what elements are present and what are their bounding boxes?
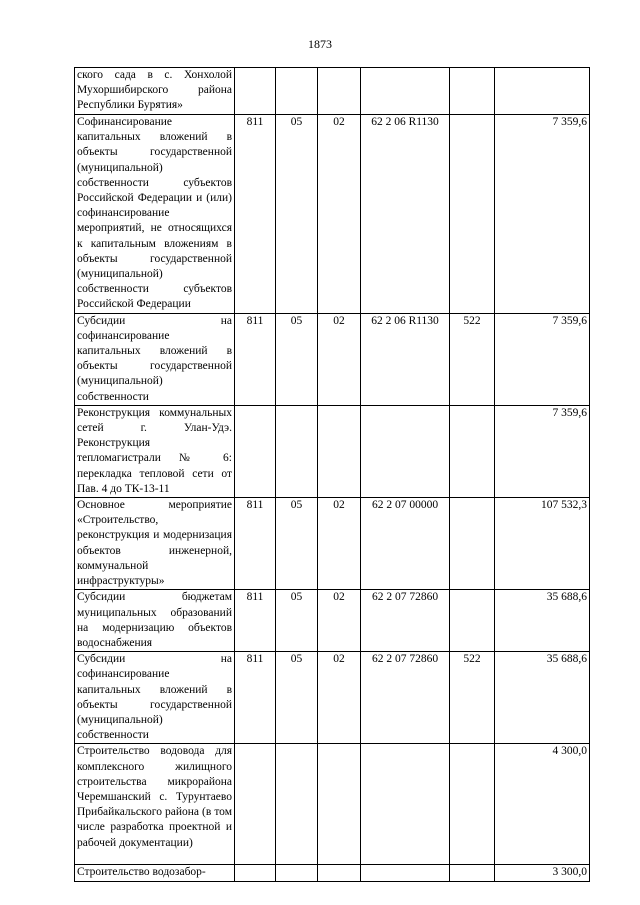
section-code: 05: [276, 115, 318, 314]
table-row: [75, 68, 590, 115]
row-name: Строительство водозабор-: [75, 865, 235, 881]
subsection-code: 02: [318, 498, 361, 590]
amount: 7 359,6: [495, 405, 590, 497]
subsection-code: 02: [318, 590, 361, 652]
section-code: 05: [276, 590, 318, 652]
ministry-code: [235, 865, 276, 881]
row-name: Основное мероприятие «Строительство, реконструкция и модернизация объектов инженерной, коммунальной инфраструктуры»: [75, 498, 235, 590]
target-article: 62 2 07 72860: [361, 652, 450, 744]
ministry-code: [235, 405, 276, 497]
amount: 107 532,3: [495, 498, 590, 590]
target-article: [361, 744, 450, 865]
row-name: Софинансирование капитальных вложений в объекты государственной (муниципальной) собственности субъектов Российской Федерации и (или) софинансирование мероприятий, не относящихся к капитальным вложениям в объекты государственной (муниципальной) собственности субъектов Российской Федерации: [75, 115, 235, 314]
table-row: [75, 590, 590, 652]
row-name: Субсидии на софинансирование капитальных вложений в объекты государственной (муниципальной) собственности: [75, 652, 235, 744]
expense-type: [450, 405, 495, 497]
expense-type: [450, 68, 495, 115]
target-article: 62 2 07 00000: [361, 498, 450, 590]
row-name: ского сада в с. Хонхолой Мухоршибирского района Республики Бурятия»: [75, 68, 235, 115]
subsection-code: [318, 744, 361, 865]
target-article: 62 2 06 R1130: [361, 115, 450, 314]
amount: 7 359,6: [495, 313, 590, 405]
table-row: [75, 405, 590, 497]
section-code: 05: [276, 313, 318, 405]
section-code: [276, 405, 318, 497]
expense-type: 522: [450, 652, 495, 744]
ministry-code: [235, 744, 276, 865]
target-article: 62 2 06 R1130: [361, 313, 450, 405]
table-row: [75, 498, 590, 590]
section-code: [276, 744, 318, 865]
subsection-code: 02: [318, 313, 361, 405]
amount: 35 688,6: [495, 652, 590, 744]
section-code: 05: [276, 498, 318, 590]
table-row: [75, 652, 590, 744]
expense-type: [450, 590, 495, 652]
table-row: [75, 313, 590, 405]
table-row: [75, 115, 590, 314]
target-article: [361, 405, 450, 497]
ministry-code: 811: [235, 590, 276, 652]
ministry-code: 811: [235, 115, 276, 314]
row-name: Строительство водовода для комплексного жилищного строительства микрорайона Черемшанский с. Турунтаево Прибайкальского района (в том числе разработка проектной и рабочей документации): [75, 744, 235, 865]
target-article: 62 2 07 72860: [361, 590, 450, 652]
expense-type: [450, 744, 495, 865]
expense-type: 522: [450, 313, 495, 405]
ministry-code: 811: [235, 652, 276, 744]
target-article: [361, 68, 450, 115]
ministry-code: 811: [235, 313, 276, 405]
section-code: 05: [276, 652, 318, 744]
page-number: 1873: [308, 37, 332, 51]
amount: 35 688,6: [495, 590, 590, 652]
table-row: [75, 865, 590, 881]
subsection-code: [318, 865, 361, 881]
subsection-code: 02: [318, 115, 361, 314]
ministry-code: [235, 68, 276, 115]
amount: 3 300,0: [495, 865, 590, 881]
ministry-code: 811: [235, 498, 276, 590]
target-article: [361, 865, 450, 881]
amount: 4 300,0: [495, 744, 590, 865]
expense-type: [450, 498, 495, 590]
amount: [495, 68, 590, 115]
row-name: Субсидии на софинансирование капитальных вложений в объекты государственной (муниципальной) собственности: [75, 313, 235, 405]
section-code: [276, 865, 318, 881]
row-name: Субсидии бюджетам муниципальных образований на модернизацию объектов водоснабжения: [75, 590, 235, 652]
subsection-code: [318, 405, 361, 497]
subsection-code: 02: [318, 652, 361, 744]
subsection-code: [318, 68, 361, 115]
row-name: Реконструкция коммунальных сетей г. Улан-Удэ. Реконструкция тепломагистрали № 6: перекладка тепловой сети от Пав. 4 до ТК-13-11: [75, 405, 235, 497]
expense-type: [450, 115, 495, 314]
table-row: [75, 744, 590, 865]
section-code: [276, 68, 318, 115]
budget-table: [74, 67, 590, 882]
amount: 7 359,6: [495, 115, 590, 314]
expense-type: [450, 865, 495, 881]
